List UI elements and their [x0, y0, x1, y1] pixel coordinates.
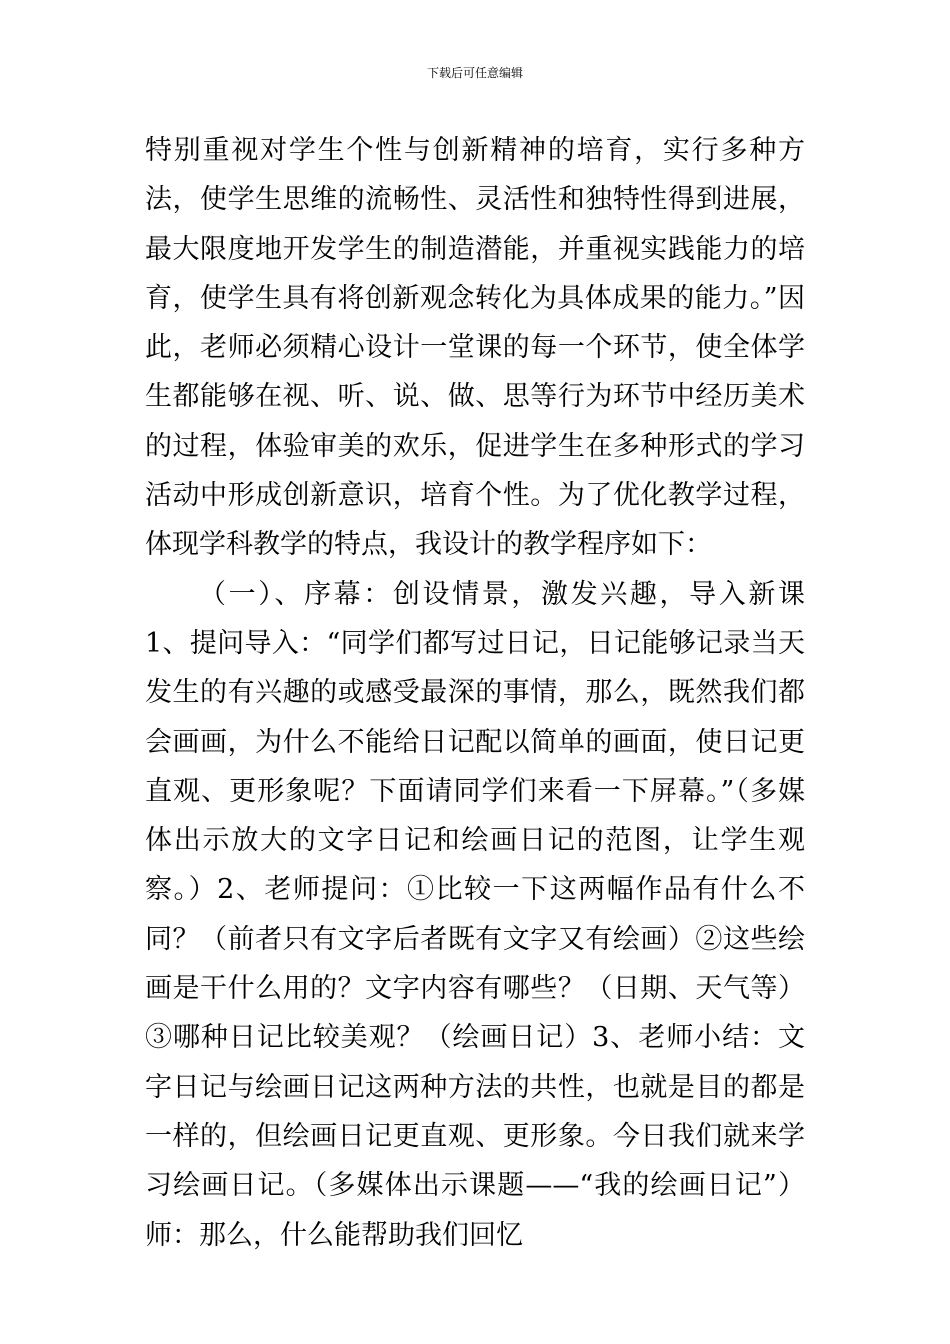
paragraph-teaching-procedure: （一）、序幕：创设情景，激发兴趣，导入新课 1、提问导入：“同学们都写过日记，日记能够记录当天发生的有兴趣的或感受最深的事情，那么，既然我们都会画画，为什么不能给日记配以简单的画面，使日记更直观、更形象呢？下面请同学们来看一下屏幕。”（多媒体出示放大的文字日记和绘画日记的范图，让学生观察。）2、老师提问：①比较一下这两幅作品有什么不同？（前者只有文字后者既有文字又有绘画）②这些绘画是干什么用的？文字内容有哪些？（日期、天气等）③哪种日记比较美观？（绘画日记）3、老师小结：文字日记与绘画日记这两种方法的共性，也就是目的都是一样的，但绘画日记更直观、更形象。今日我们就来学习绘画日记。（多媒体出示课题——“我的绘画日记”）师：那么，什么能帮助我们回忆: [145, 578, 805, 1251]
document-body: [145, 126, 805, 1260]
paragraph-continuation: 特别重视对学生个性与创新精神的培育，实行多种方法，使学生思维的流畅性、灵活性和独特性得到进展，最大限度地开发学生的制造潜能，并重视实践能力的培育，使学生具有将创新观念转化为具体成果的能力。”因此，老师必须精心设计一堂课的每一个环节，使全体学生都能够在视、听、说、做、思等行为环节中经历美术的过程，体验审美的欢乐，促进学生在多种形式的学习活动中形成创新意识，培育个性。为了优化教学过程，体现学科教学的特点，我设计的教学程序如下：: [145, 135, 805, 561]
page-header: 下载后可任意编辑: [426, 66, 523, 80]
